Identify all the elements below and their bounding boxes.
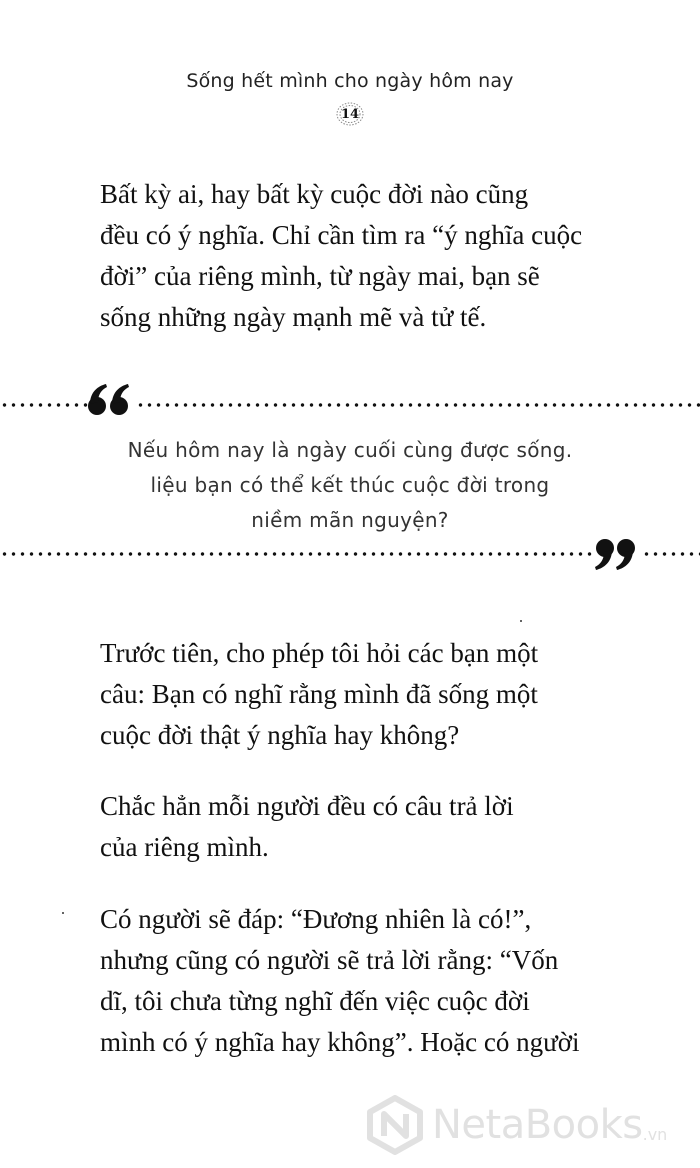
text-line: Có người sẽ đáp: “Đương nhiên là có!”, — [100, 904, 532, 934]
page-number: 14 — [340, 106, 360, 122]
pull-quote-text — [0, 433, 700, 538]
text-line: sống những ngày mạnh mẽ và tử tế. — [100, 302, 487, 332]
quote-bottom-dotted-rule-right — [642, 551, 700, 557]
watermark-suffix: .vn — [642, 1124, 668, 1144]
watermark-brand: NetaBooks — [432, 1102, 643, 1148]
quote-line: Nếu hôm nay là ngày cuối cùng được sống. — [127, 438, 573, 462]
text-line: của riêng mình. — [100, 832, 269, 862]
text-line: mình có ý nghĩa hay không”. Hoặc có người — [100, 1027, 580, 1057]
running-header-title: Sống hết mình cho ngày hôm nay — [186, 70, 514, 92]
open-quote-icon — [86, 382, 134, 418]
text-line: nhưng cũng có người sẽ trả lời rằng: “Vốn — [100, 945, 559, 975]
close-quote-icon — [594, 536, 640, 572]
page-number-badge — [334, 100, 366, 128]
text-line: Trước tiên, cho phép tôi hỏi các bạn một — [100, 638, 539, 668]
body-paragraph-4 — [100, 899, 620, 1063]
text-line: đời” của riêng mình, từ ngày mai, bạn sẽ — [100, 261, 540, 291]
body-paragraph-3 — [100, 786, 620, 868]
scan-speck — [520, 620, 522, 622]
text-line: đều có ý nghĩa. Chỉ cần tìm ra “ý nghĩa cuộc — [100, 220, 583, 250]
text-line: dĩ, tôi chưa từng nghĩ đến việc cuộc đời — [100, 986, 530, 1016]
quote-top-dotted-rule-left — [0, 402, 88, 408]
text-line: Chắc hẳn mỗi người đều có câu trả lời — [100, 791, 514, 821]
netabooks-logo-icon — [364, 1094, 426, 1156]
quote-line: liệu bạn có thể kết thúc cuộc đời trong — [150, 473, 550, 497]
body-paragraph-1 — [100, 174, 620, 338]
quote-bottom-dotted-rule-left — [0, 551, 594, 557]
text-line: câu: Bạn có nghĩ rằng mình đã sống một — [100, 679, 538, 709]
body-paragraph-2 — [100, 633, 620, 756]
quote-top-dotted-rule-right — [136, 402, 700, 408]
text-line: cuộc đời thật ý nghĩa hay không? — [100, 720, 460, 750]
quote-line: niềm mãn nguyện? — [251, 508, 449, 532]
netabooks-watermark — [364, 1090, 694, 1160]
text-line: Bất kỳ ai, hay bất kỳ cuộc đời nào cũng — [100, 179, 529, 209]
scan-speck — [62, 912, 64, 914]
